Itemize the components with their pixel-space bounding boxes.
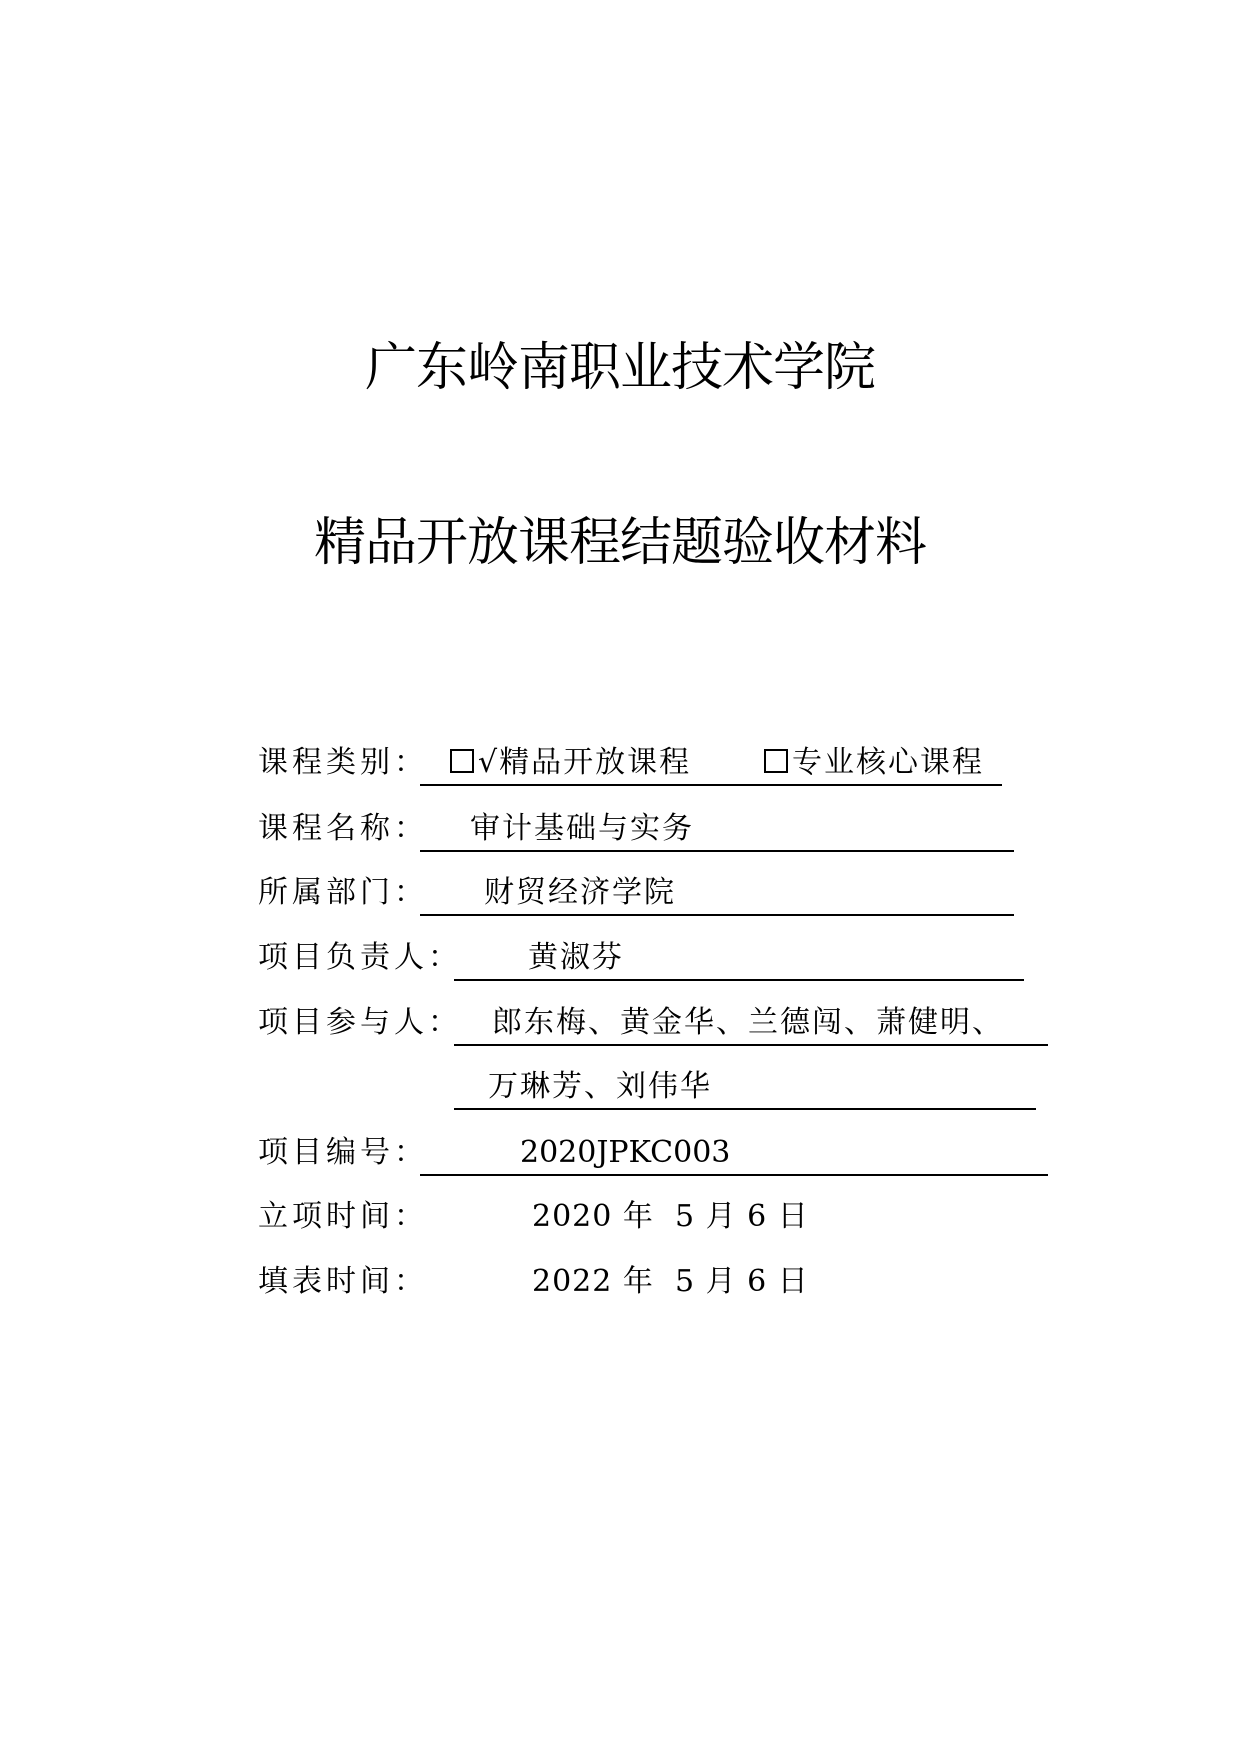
school-name: 广东岭南职业技术学院 bbox=[364, 338, 875, 398]
course-type-label: 课程类别： bbox=[258, 745, 428, 780]
course-name-value: 审计基础与实务 bbox=[470, 811, 694, 846]
participants-line-1: 郎东梅、黄金华、兰德闯、萧健明、 bbox=[492, 1005, 1004, 1040]
leader-label: 项目负责人： bbox=[258, 940, 462, 975]
course-type-option-2 bbox=[764, 740, 984, 786]
fill-date-label: 填表时间： bbox=[258, 1264, 428, 1299]
course-type-option-1 bbox=[450, 740, 691, 786]
start-date-value: 2020 年 5 月 6 日 bbox=[532, 1199, 809, 1234]
start-date-label: 立项时间： bbox=[258, 1199, 428, 1234]
department-label: 所属部门： bbox=[258, 875, 428, 910]
department-value: 财贸经济学院 bbox=[484, 875, 676, 910]
course-name-label: 课程名称： bbox=[258, 811, 428, 846]
project-number-underline bbox=[420, 1130, 1048, 1176]
leader-value: 黄淑芬 bbox=[528, 940, 624, 975]
project-number-value: 2020JPKC003 bbox=[520, 1135, 731, 1170]
checkbox-icon bbox=[764, 749, 788, 773]
fill-date-value: 2022 年 5 月 6 日 bbox=[532, 1264, 809, 1299]
option-2-label: 专业核心课程 bbox=[792, 745, 984, 780]
participants-line-2: 万琳芳、刘伟华 bbox=[488, 1069, 712, 1104]
participants-label: 项目参与人： bbox=[258, 1005, 462, 1040]
document-title: 精品开放课程结题验收材料 bbox=[313, 513, 926, 573]
project-number-label: 项目编号： bbox=[258, 1135, 428, 1170]
checkbox-icon bbox=[450, 749, 474, 773]
option-1-label: √精品开放课程 bbox=[478, 745, 692, 780]
